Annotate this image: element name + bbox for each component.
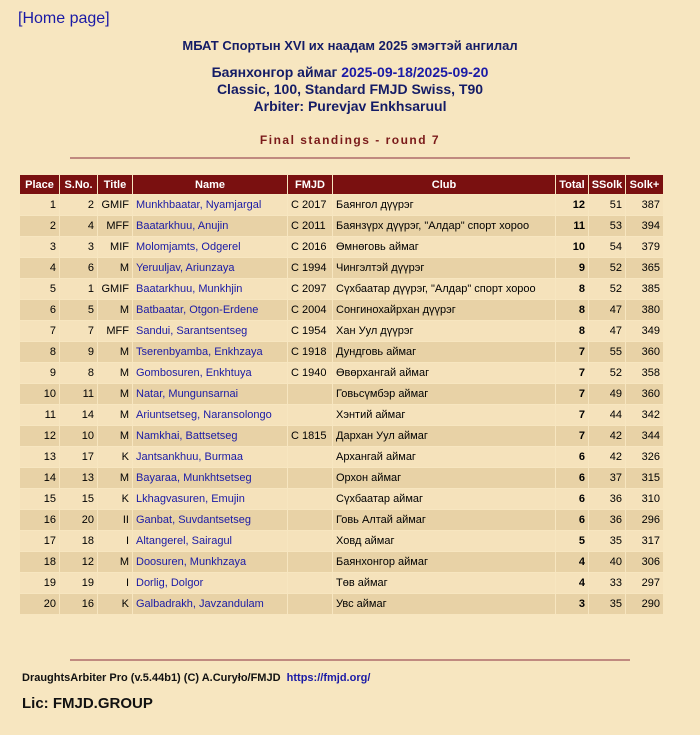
table-row: [20, 447, 663, 467]
cell-ssolk: 35: [589, 594, 625, 614]
cell-place: 5: [20, 279, 59, 299]
arbiter-text: Arbiter: Purevjav Enkhsaruul: [253, 98, 447, 114]
cell-name[interactable]: Sandui, Sarantsentseg: [133, 321, 287, 341]
table-row: [20, 237, 663, 257]
cell-sno: 1: [60, 279, 97, 299]
cell-ssolk: 52: [589, 258, 625, 278]
cell-name[interactable]: Natar, Mungunsarnai: [133, 384, 287, 404]
cell-ssolk: 52: [589, 279, 625, 299]
table-row: [20, 573, 663, 593]
table-row: [20, 426, 663, 446]
cell-name[interactable]: Tserenbyamba, Enkhzaya: [133, 342, 287, 362]
cell-sno: 19: [60, 573, 97, 593]
fmjd-link[interactable]: https://fmjd.org/: [286, 672, 371, 684]
page-title: МБАТ Спортын XVI их наадам 2025 эмэгтэй ангилал: [182, 38, 518, 53]
cell-club: Чингэлтэй дүүрэг: [333, 258, 555, 278]
cell-total: 5: [556, 531, 588, 551]
cell-fmjd: [288, 531, 332, 551]
cell-solk: 344: [626, 426, 663, 446]
dates-link[interactable]: 2025-09-18/2025-09-20: [341, 64, 489, 80]
col-sno: S.No.: [60, 175, 97, 194]
col-club: Club: [333, 175, 555, 194]
cell-name[interactable]: Bayaraa, Munkhtsetseg: [133, 468, 287, 488]
cell-fmjd: C 2004: [288, 300, 332, 320]
cell-total: 7: [556, 363, 588, 383]
cell-name[interactable]: Yeruuljav, Ariunzaya: [133, 258, 287, 278]
col-total: Total: [556, 175, 588, 194]
table-row: [20, 216, 663, 236]
cell-fmjd: [288, 510, 332, 530]
cell-ssolk: 33: [589, 573, 625, 593]
cell-solk: 326: [626, 447, 663, 467]
cell-club: Сүхбаатар дүүрэг, "Алдар" спорт хороо: [333, 279, 555, 299]
bottom-divider: [70, 659, 630, 661]
cell-total: 9: [556, 258, 588, 278]
cell-solk: 380: [626, 300, 663, 320]
tournament-info: [0, 64, 700, 115]
table-header-row: [20, 175, 663, 194]
cell-title: M: [98, 468, 132, 488]
col-title: Title: [98, 175, 132, 194]
cell-name[interactable]: Batbaatar, Otgon-Erdene: [133, 300, 287, 320]
cell-title: MFF: [98, 321, 132, 341]
cell-sno: 15: [60, 489, 97, 509]
cell-name[interactable]: Dorlig, Dolgor: [133, 573, 287, 593]
cell-sno: 7: [60, 321, 97, 341]
cell-title: M: [98, 426, 132, 446]
cell-total: 6: [556, 510, 588, 530]
cell-name[interactable]: Munkhbaatar, Nyamjargal: [133, 195, 287, 215]
cell-name[interactable]: Baatarkhuu, Anujin: [133, 216, 287, 236]
cell-club: Хэнтий аймаг: [333, 405, 555, 425]
cell-total: 4: [556, 552, 588, 572]
cell-place: 10: [20, 384, 59, 404]
cell-sno: 4: [60, 216, 97, 236]
cell-sno: 8: [60, 363, 97, 383]
cell-solk: 365: [626, 258, 663, 278]
cell-sno: 11: [60, 384, 97, 404]
cell-sno: 12: [60, 552, 97, 572]
cell-solk: 387: [626, 195, 663, 215]
cell-sno: 2: [60, 195, 97, 215]
cell-title: MFF: [98, 216, 132, 236]
cell-fmjd: C 1815: [288, 426, 332, 446]
cell-fmjd: [288, 468, 332, 488]
cell-total: 6: [556, 468, 588, 488]
cell-ssolk: 55: [589, 342, 625, 362]
footer: [22, 672, 370, 684]
cell-total: 6: [556, 489, 588, 509]
cell-solk: 349: [626, 321, 663, 341]
cell-solk: 379: [626, 237, 663, 257]
table-row: [20, 258, 663, 278]
cell-fmjd: C 2011: [288, 216, 332, 236]
cell-place: 14: [20, 468, 59, 488]
cell-club: Өмнөговь аймаг: [333, 237, 555, 257]
cell-total: 11: [556, 216, 588, 236]
cell-name[interactable]: Baatarkhuu, Munkhjin: [133, 279, 287, 299]
cell-title: I: [98, 531, 132, 551]
table-row: [20, 300, 663, 320]
cell-title: M: [98, 258, 132, 278]
cell-club: Төв аймаг: [333, 573, 555, 593]
cell-name[interactable]: Lkhagvasuren, Emujin: [133, 489, 287, 509]
cell-name[interactable]: Ariuntsetseg, Naransolongo: [133, 405, 287, 425]
cell-title: MIF: [98, 237, 132, 257]
top-divider: [70, 157, 630, 159]
table-row: [20, 195, 663, 215]
cell-club: Ховд аймаг: [333, 531, 555, 551]
cell-fmjd: [288, 552, 332, 572]
cell-ssolk: 47: [589, 321, 625, 341]
cell-name[interactable]: Galbadrakh, Javzandulam: [133, 594, 287, 614]
cell-club: Баянзүрх дүүрэг, "Алдар" спорт хороо: [333, 216, 555, 236]
cell-name[interactable]: Gombosuren, Enkhtuya: [133, 363, 287, 383]
cell-fmjd: C 2016: [288, 237, 332, 257]
cell-solk: 317: [626, 531, 663, 551]
cell-sno: 18: [60, 531, 97, 551]
footer-credit: DraughtsArbiter Pro (v.5.44b1) (C) A.Curyło/FMJD: [22, 672, 281, 684]
cell-solk: 360: [626, 342, 663, 362]
cell-sno: 14: [60, 405, 97, 425]
cell-fmjd: C 1918: [288, 342, 332, 362]
cell-name[interactable]: Ganbat, Suvdantsetseg: [133, 510, 287, 530]
table-row: [20, 279, 663, 299]
cell-club: Сонгинохайрхан дүүрэг: [333, 300, 555, 320]
cell-solk: 310: [626, 489, 663, 509]
col-place: Place: [20, 175, 59, 194]
cell-total: 7: [556, 342, 588, 362]
cell-title: GMIF: [98, 195, 132, 215]
cell-sno: 13: [60, 468, 97, 488]
cell-club: Орхон аймаг: [333, 468, 555, 488]
cell-ssolk: 40: [589, 552, 625, 572]
cell-sno: 17: [60, 447, 97, 467]
cell-sno: 9: [60, 342, 97, 362]
cell-club: Дундговь аймаг: [333, 342, 555, 362]
cell-place: 17: [20, 531, 59, 551]
table-row: [20, 510, 663, 530]
cell-sno: 20: [60, 510, 97, 530]
cell-ssolk: 49: [589, 384, 625, 404]
cell-ssolk: 37: [589, 468, 625, 488]
cell-title: K: [98, 594, 132, 614]
col-solk: Solk+: [626, 175, 663, 194]
cell-place: 3: [20, 237, 59, 257]
cell-title: K: [98, 489, 132, 509]
format-text: Classic, 100, Standard FMJD Swiss, T90: [216, 81, 484, 97]
cell-solk: 342: [626, 405, 663, 425]
col-name: Name: [133, 175, 287, 194]
cell-fmjd: C 2097: [288, 279, 332, 299]
cell-name[interactable]: Jantsankhuu, Burmaa: [133, 447, 287, 467]
cell-title: M: [98, 384, 132, 404]
cell-total: 12: [556, 195, 588, 215]
cell-club: Говь Алтай аймаг: [333, 510, 555, 530]
cell-fmjd: [288, 489, 332, 509]
table-row: [20, 363, 663, 383]
table-row: [20, 531, 663, 551]
cell-place: 15: [20, 489, 59, 509]
location-text: Баянхонгор аймаг: [211, 64, 338, 80]
cell-total: 7: [556, 384, 588, 404]
cell-place: 9: [20, 363, 59, 383]
cell-solk: 315: [626, 468, 663, 488]
license-text: Lic: FMJD.GROUP: [22, 695, 153, 712]
cell-fmjd: C 2017: [288, 195, 332, 215]
cell-solk: 296: [626, 510, 663, 530]
cell-name[interactable]: Namkhai, Battsetseg: [133, 426, 287, 446]
cell-club: Архангай аймаг: [333, 447, 555, 467]
cell-solk: 290: [626, 594, 663, 614]
cell-club: Өвөрхангай аймаг: [333, 363, 555, 383]
cell-ssolk: 35: [589, 531, 625, 551]
cell-ssolk: 44: [589, 405, 625, 425]
cell-place: 6: [20, 300, 59, 320]
cell-solk: 385: [626, 279, 663, 299]
cell-ssolk: 51: [589, 195, 625, 215]
cell-fmjd: [288, 384, 332, 404]
cell-club: Сүхбаатар аймаг: [333, 489, 555, 509]
cell-ssolk: 47: [589, 300, 625, 320]
cell-solk: 297: [626, 573, 663, 593]
cell-fmjd: C 1954: [288, 321, 332, 341]
cell-total: 8: [556, 279, 588, 299]
cell-fmjd: [288, 405, 332, 425]
cell-title: I: [98, 573, 132, 593]
cell-fmjd: [288, 594, 332, 614]
cell-club: Баянхонгор аймаг: [333, 552, 555, 572]
cell-place: 11: [20, 405, 59, 425]
table-row: [20, 384, 663, 404]
cell-sno: 6: [60, 258, 97, 278]
table-body: [20, 195, 663, 614]
cell-name[interactable]: Altangerel, Sairagul: [133, 531, 287, 551]
cell-fmjd: [288, 573, 332, 593]
cell-place: 12: [20, 426, 59, 446]
cell-sno: 3: [60, 237, 97, 257]
cell-sno: 5: [60, 300, 97, 320]
cell-place: 13: [20, 447, 59, 467]
cell-fmjd: C 1994: [288, 258, 332, 278]
table-row: [20, 489, 663, 509]
cell-place: 4: [20, 258, 59, 278]
cell-solk: 394: [626, 216, 663, 236]
cell-total: 6: [556, 447, 588, 467]
cell-place: 1: [20, 195, 59, 215]
cell-total: 3: [556, 594, 588, 614]
standings-table: [19, 174, 664, 615]
cell-ssolk: 53: [589, 216, 625, 236]
cell-ssolk: 36: [589, 510, 625, 530]
cell-total: 10: [556, 237, 588, 257]
cell-sno: 16: [60, 594, 97, 614]
cell-fmjd: [288, 447, 332, 467]
cell-solk: 358: [626, 363, 663, 383]
cell-fmjd: C 1940: [288, 363, 332, 383]
home-page-link[interactable]: [Home page]: [18, 10, 110, 27]
table-row: [20, 468, 663, 488]
cell-total: 8: [556, 300, 588, 320]
cell-ssolk: 36: [589, 489, 625, 509]
cell-name[interactable]: Molomjamts, Odgerel: [133, 237, 287, 257]
cell-ssolk: 42: [589, 447, 625, 467]
cell-club: Говьсүмбэр аймаг: [333, 384, 555, 404]
cell-title: II: [98, 510, 132, 530]
cell-place: 19: [20, 573, 59, 593]
cell-place: 8: [20, 342, 59, 362]
cell-ssolk: 42: [589, 426, 625, 446]
cell-title: GMIF: [98, 279, 132, 299]
cell-title: M: [98, 552, 132, 572]
cell-place: 20: [20, 594, 59, 614]
standings-heading: Final standings - round 7: [259, 133, 441, 147]
cell-place: 7: [20, 321, 59, 341]
cell-club: Дархан Уул аймаг: [333, 426, 555, 446]
cell-ssolk: 52: [589, 363, 625, 383]
cell-title: M: [98, 405, 132, 425]
cell-club: Баянгол дүүрэг: [333, 195, 555, 215]
cell-sno: 10: [60, 426, 97, 446]
table-row: [20, 594, 663, 614]
cell-ssolk: 54: [589, 237, 625, 257]
cell-club: Увс аймаг: [333, 594, 555, 614]
cell-club: Хан Уул дүүрэг: [333, 321, 555, 341]
cell-title: M: [98, 342, 132, 362]
cell-place: 18: [20, 552, 59, 572]
table-row: [20, 321, 663, 341]
cell-place: 2: [20, 216, 59, 236]
cell-solk: 306: [626, 552, 663, 572]
table-row: [20, 552, 663, 572]
cell-total: 8: [556, 321, 588, 341]
cell-title: K: [98, 447, 132, 467]
cell-total: 4: [556, 573, 588, 593]
col-fmjd: FMJD: [288, 175, 332, 194]
table-row: [20, 342, 663, 362]
cell-title: M: [98, 300, 132, 320]
cell-solk: 360: [626, 384, 663, 404]
table-row: [20, 405, 663, 425]
cell-title: M: [98, 363, 132, 383]
cell-total: 7: [556, 405, 588, 425]
col-ssolk: SSolk: [589, 175, 625, 194]
cell-name[interactable]: Doosuren, Munkhzaya: [133, 552, 287, 572]
cell-total: 7: [556, 426, 588, 446]
cell-place: 16: [20, 510, 59, 530]
